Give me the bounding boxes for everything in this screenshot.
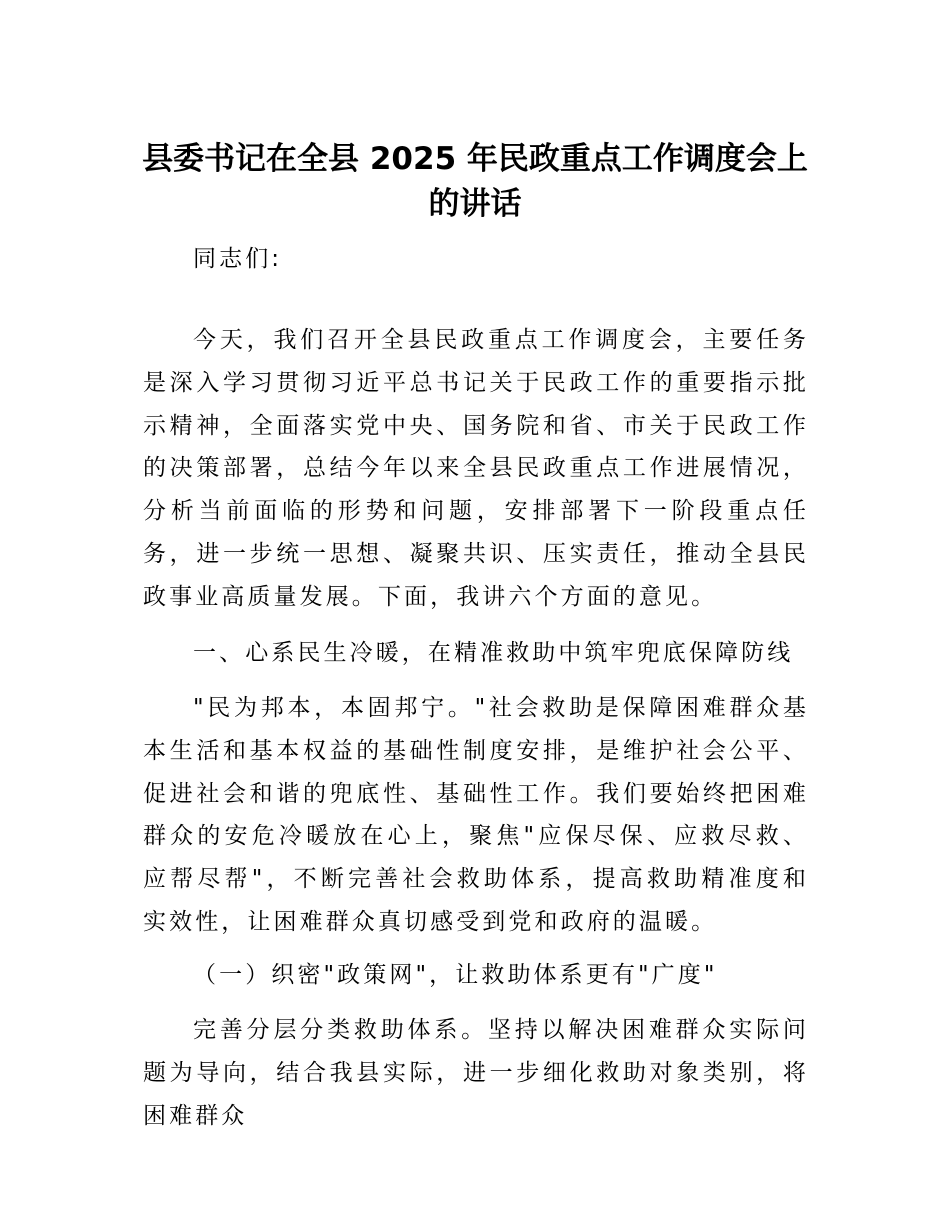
intro-paragraph: 今天，我们召开全县民政重点工作调度会，主要任务是深入学习贯彻习近平总书记关于民政工作的重要指示批示精神，全面落实党中央、国务院和省、市关于民政工作的决策部署，总结今年以来全县民政重点工作进展情况，分析当前面临的形势和问题，安排部署下一阶段重点任务，进一步统一思想、凝聚共识、压实责任，推动全县民政事业高质量发展。下面，我讲六个方面的意见。 xyxy=(143,327,809,610)
title-line-2: 的讲话 xyxy=(428,186,522,222)
subsection-1-paragraph: 完善分层分类救助体系。坚持以解决困难群众实际问题为导向，结合我县实际，进一步细化救助对象类别，将困难群众 xyxy=(143,1017,809,1129)
subsection-heading-1: （一）织密"政策网"，让救助体系更有"广度" xyxy=(193,962,718,988)
document-title xyxy=(120,137,830,227)
title-line-1: 县委书记在全县 2025 年民政重点工作调度会上 xyxy=(142,141,808,177)
section-heading-1: 一、心系民生冷暖，在精准救助中筑牢兜底保障防线 xyxy=(193,640,794,666)
greeting: 同志们: xyxy=(193,246,283,272)
section-1-paragraph: "民为邦本，本固邦宁。"社会救助是保障困难群众基本生活和基本权益的基础性制度安排，是维护社会公平、促进社会和谐的兜底性、基础性工作。我们要始终把困难群众的安危冷暖放在心上，聚焦"应保尽保、应救尽救、应帮尽帮"，不断完善社会救助体系，提高救助精准度和实效性，让困难群众真切感受到党和政府的温暖。 xyxy=(143,695,809,935)
